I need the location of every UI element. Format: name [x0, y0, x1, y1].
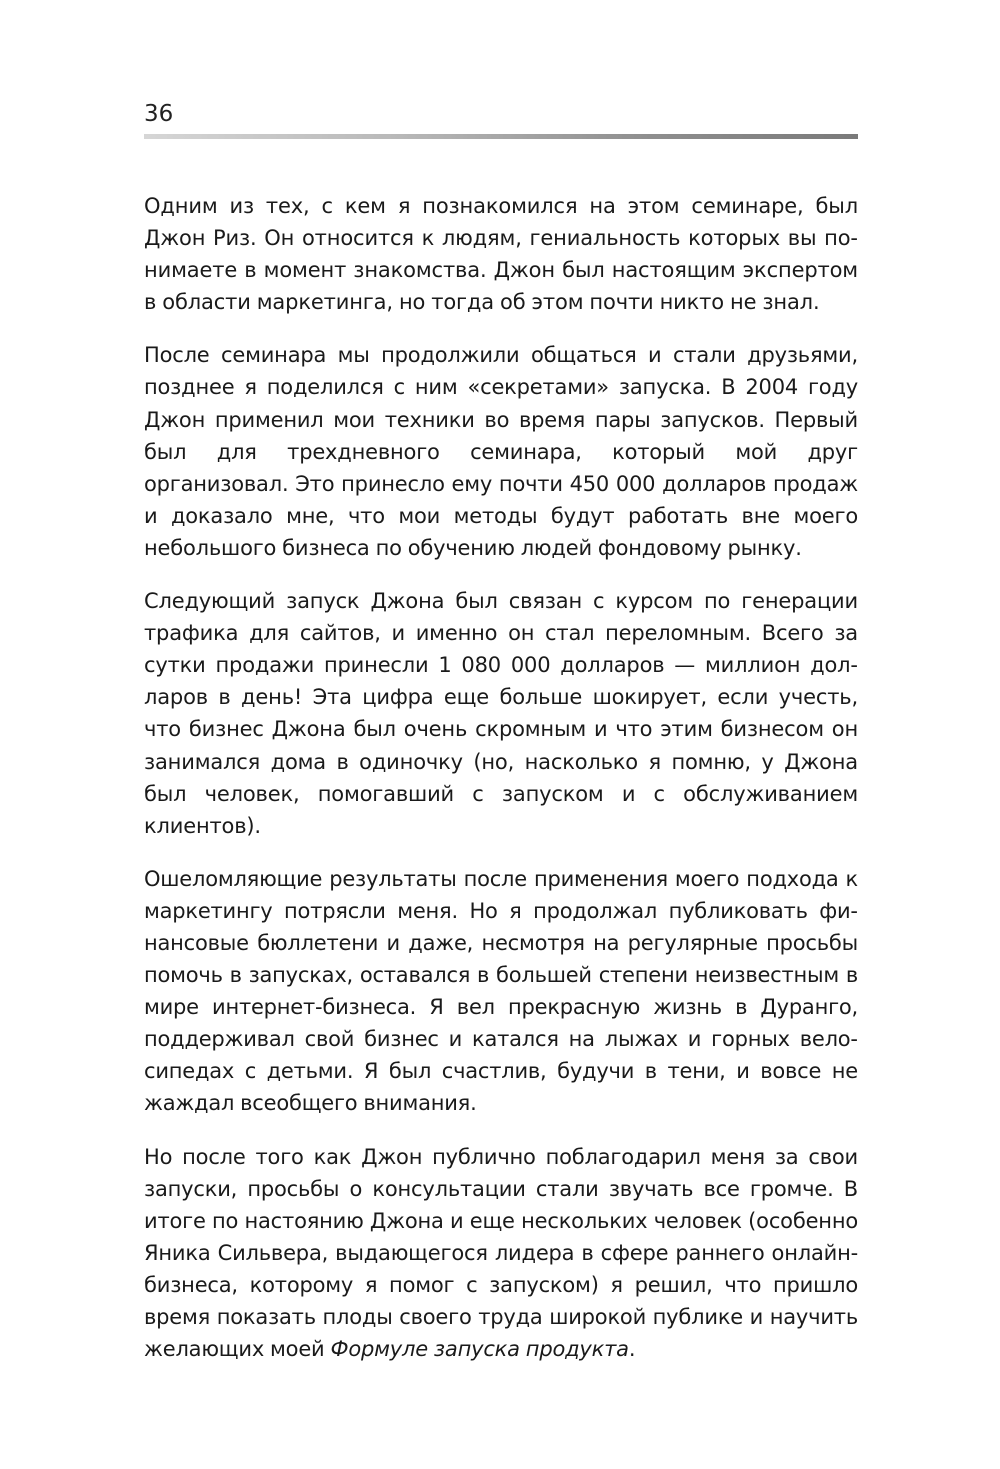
paragraph-2: После семинара мы продолжили общаться и стали друзьями, позднее я поделился с ним «секретами» запуска. В 2004 году Джон применил мои техники во время пары запусков. Первый был для трехдневного семинара, который мой друг организовал. Это принесло ему почти 450 000 долларов продаж и доказало мне, что мои методы будут работать вне моего небольшого бизнеса по обучению людей фондовому рынку.: [144, 343, 858, 560]
paragraph-3: Следующий запуск Джона был связан с курсом по генерации трафика для сайтов, и именно он стал переломным. Всего за сутки продажи принесли 1 080 000 долларов — миллион долларов в день! Эта цифра еще больше шокирует, если учесть, что бизнес Джона был очень скромным и что этим бизнесом он занимался дома в одиночку (но, насколько я помню, у Джона был человек, помогавший с запуском и с обслуживанием клиентов).: [144, 589, 858, 838]
paragraph-1: Одним из тех, с кем я познакомился на этом семинаре, был Джон Риз. Он относится к людям, гениальность которых вы понимаете в момент знакомства. Джон был настоящим экспертом в области маркетинга, но тогда об этом почти никто не знал.: [144, 194, 858, 315]
book-title-italic: Формуле запуска продукта: [330, 1337, 629, 1362]
page-number: 36: [144, 101, 174, 127]
body-text: [144, 190, 858, 1386]
header-rule: [144, 134, 858, 139]
paragraph-5-text: Но после того как Джон публично поблагодарил меня за свои запуски, просьбы о консультации стали звучать все громче. В итоге по настоянию Джона и еще нескольких человек (особенно Яника Сильвера, выдающегося лидера в сфере раннего онлайн-бизнеса, которому я помог с запуском) я решил, что пришло время показать плоды своего труда широкой публике и научить желающих моей: [144, 1144, 858, 1362]
paragraph-5: [144, 1141, 858, 1366]
paragraph-4: Ошеломляющие результаты после применения моего подхода к маркетингу потрясли меня. Но я продолжал публиковать финансовые бюллетени и даже, несмотря на регулярные просьбы помочь в запусках, оставался в большей степени неизвестным в мире интернет-бизнеса. Я вел прекрасную жизнь в Дуранго, поддерживал свой бизнес и катался на лыжах и горных велосипедах с детьми. Я был счастлив, будучи в тени, и вовсе не жаждал всеобщего внимания.: [144, 866, 858, 1116]
paragraph-5-end: .: [628, 1337, 636, 1362]
